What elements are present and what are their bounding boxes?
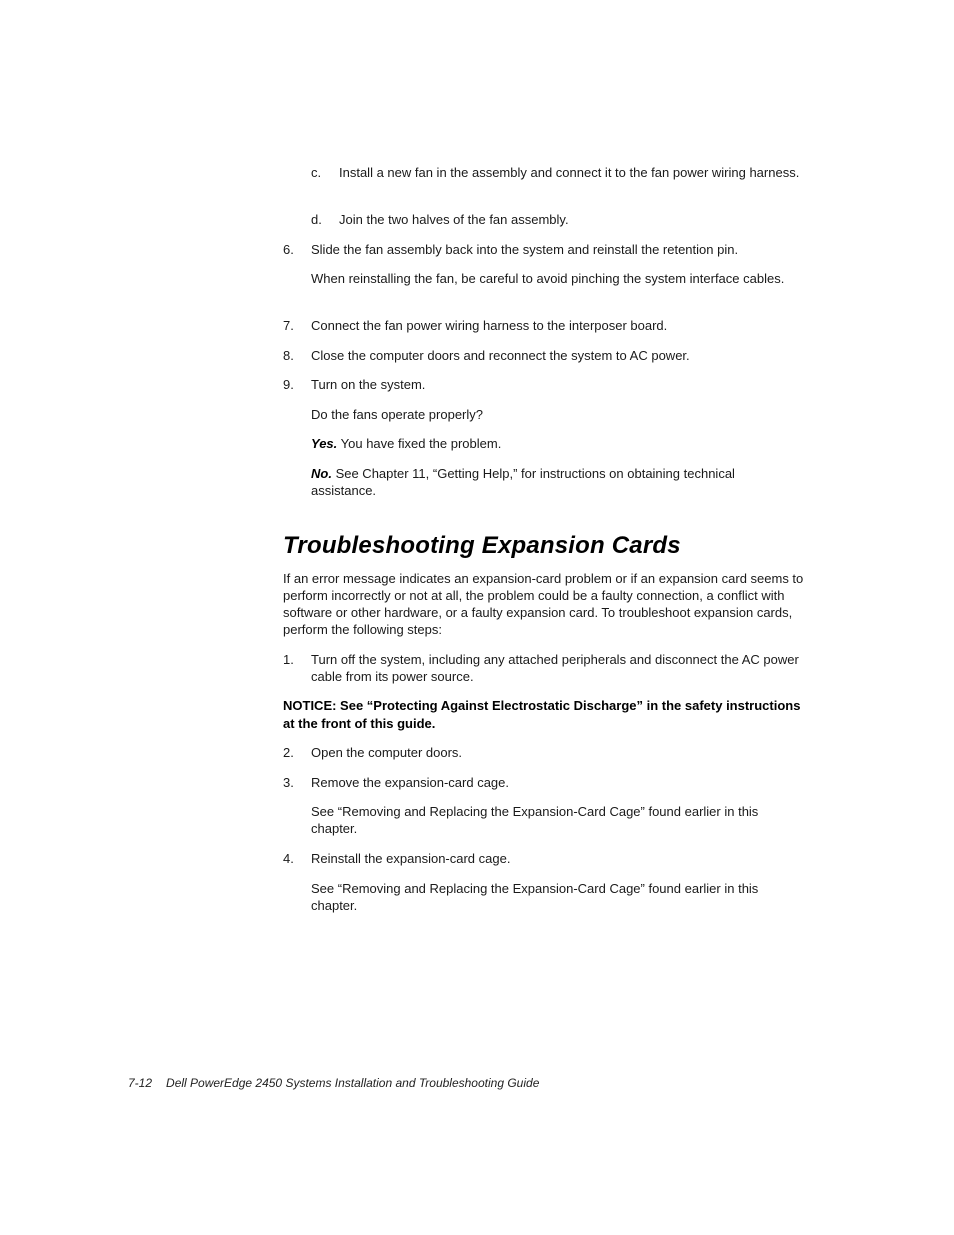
no-text: See Chapter 11, “Getting Help,” for instructions on obtaining technical assistance. [311,466,735,498]
step-text: Connect the fan power wiring harness to the interposer board. [311,318,668,333]
substep-label: c. [311,165,322,180]
page-footer [128,1075,539,1091]
notice-text: NOTICE: See “Protecting Against Electrostatic Discharge” in the safety instructions at the front of this guide. [283,698,801,731]
step-number: 2. [283,745,294,760]
step-text: Open the computer doors. [311,745,463,760]
step-number: 1. [283,652,294,667]
step-number: 6. [283,242,294,257]
yes-answer [311,435,811,452]
question-text: Do the fans operate properly? [311,407,483,422]
page-number: 7-12 [128,1076,153,1090]
step-note: See “Removing and Replacing the Expansion-Card Cage” found earlier in this chapter. [311,881,759,913]
yes-text: You have fixed the problem. [337,436,502,451]
step-text: Slide the fan assembly back into the system and reinstall the retention pin. [311,242,739,257]
step-number: 3. [283,775,294,790]
step-number: 8. [283,348,294,363]
step-note: See “Removing and Replacing the Expansion-Card Cage” found earlier in this chapter. [311,804,759,836]
section-heading: Troubleshooting Expansion Cards [283,532,681,559]
no-answer [311,465,781,499]
footer-title: Dell PowerEdge 2450 Systems Installation and Troubleshooting Guide [166,1076,540,1090]
substep-label: d. [311,212,322,227]
step-note: When reinstalling the fan, be careful to avoid pinching the system interface cables. [311,271,785,286]
step-text: Reinstall the expansion-card cage. [311,851,511,866]
section-intro: If an error message indicates an expansion-card problem or if an expansion card seems to perform incorrectly or not at all, the problem could be a faulty connection, a conflict with software or other hardware, or a faulty expansion card. To troubleshoot expansion cards, perform the following steps: [283,571,804,637]
step-text: Remove the expansion-card cage. [311,775,510,790]
step-text: Turn off the system, including any attached peripherals and disconnect the AC power cable from its power source. [311,652,799,684]
no-label: No. [311,466,332,481]
step-number: 4. [283,851,294,866]
step-text: Close the computer doors and reconnect the system to AC power. [311,348,690,363]
yes-label: Yes. [311,436,338,451]
substep-text: Install a new fan in the assembly and connect it to the fan power wiring harness. [339,165,800,180]
step-number: 7. [283,318,294,333]
substep-text: Join the two halves of the fan assembly. [339,212,569,227]
step-number: 9. [283,377,294,392]
step-text: Turn on the system. [311,377,426,392]
